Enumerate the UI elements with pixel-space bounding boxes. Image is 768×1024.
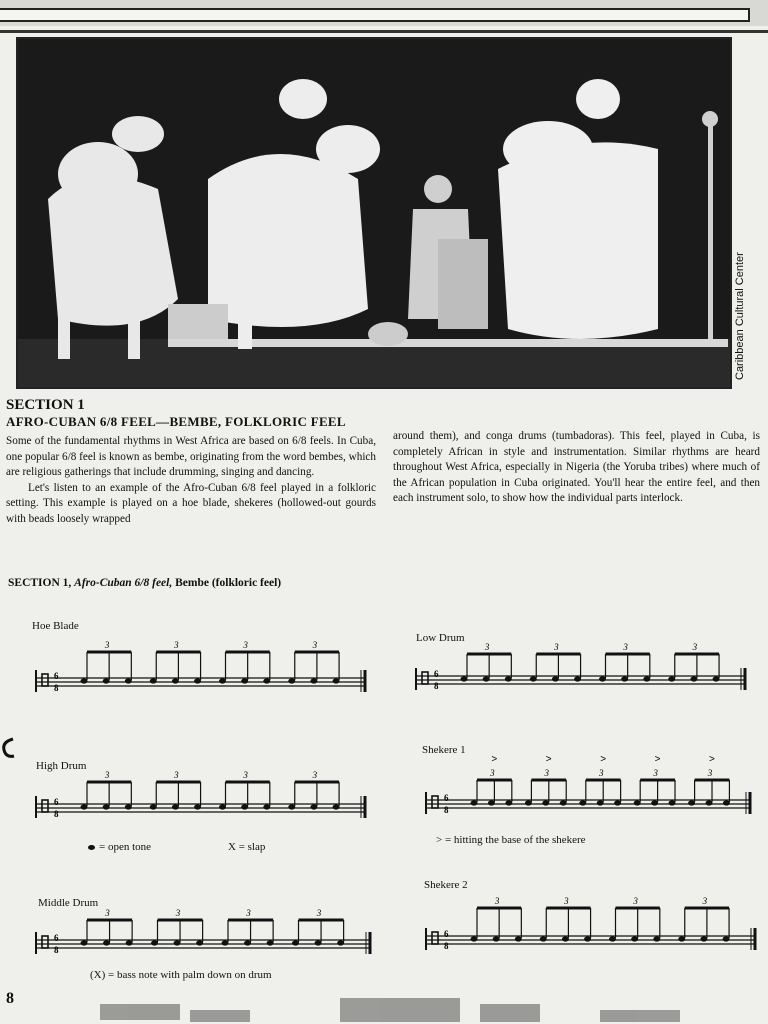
note-head <box>310 804 317 809</box>
body-paragraph: Let's listen to an example of the Afro-Cuban 6/8 feel played in a folkloric setting. This example is played on a hoe blade, shekeres (hollowed-out gourds with beads loosely wrapped <box>6 481 376 525</box>
note-head <box>493 936 500 941</box>
note-head <box>126 940 133 945</box>
note-head <box>81 940 88 945</box>
note-head <box>651 800 658 805</box>
note-head <box>579 800 586 805</box>
tuplet-label: 3 <box>692 642 698 652</box>
body-paragraph: around them), and conga drums (tumbadoras). This feel, played in Cuba, is completely African in style and instrumentation. Similar rhythms are heard throughout West Africa, especially in Nigeria (the Yoruba tribes) where much of the African population in Cuba originated. You'll hear the entire feel, and then each instrument solo, to show how the individual parts interlock. <box>393 430 760 504</box>
part-label-shekere-2: Shekere 2 <box>424 879 468 891</box>
note-head <box>461 676 468 681</box>
time-signature-top: 6 <box>54 671 59 681</box>
example-heading-italic: Afro-Cuban 6/8 feel, <box>74 577 173 589</box>
part-label-shekere-1: Shekere 1 <box>422 744 466 756</box>
tuplet-label: 3 <box>564 896 569 906</box>
note-head <box>471 936 478 941</box>
note-head <box>713 676 720 681</box>
note-head <box>263 804 270 809</box>
accent-mark: > <box>600 754 607 765</box>
staff-middle-drum <box>28 900 378 970</box>
part-label-hoe-blade: Hoe Blade <box>32 620 79 632</box>
percussion-clef <box>42 936 48 948</box>
note-head <box>542 800 549 805</box>
note-head <box>333 678 340 683</box>
example-heading-prefix: SECTION 1, <box>8 577 72 589</box>
time-signature-bottom: 8 <box>444 941 449 951</box>
top-rule <box>0 30 768 33</box>
tuplet-label: 3 <box>174 640 179 650</box>
percussion-clef <box>422 672 428 684</box>
note-head <box>194 678 201 683</box>
legend-slap: X = slap <box>228 841 266 853</box>
note-head <box>81 678 88 683</box>
section-label: SECTION 1 <box>6 397 85 413</box>
note-head <box>634 800 641 805</box>
time-signature-top: 6 <box>54 797 59 807</box>
part-label-middle-drum: Middle Drum <box>38 897 99 909</box>
legend-open-tone <box>88 841 151 853</box>
time-signature-bottom: 8 <box>434 681 439 691</box>
tuplet-label: 3 <box>104 640 110 650</box>
note-head <box>103 804 110 809</box>
staff-hoe-blade <box>28 622 373 702</box>
tuplet-label: 3 <box>702 896 708 906</box>
tuplet-label: 3 <box>243 770 248 780</box>
note-head <box>515 936 522 941</box>
accent-mark: > <box>491 754 498 765</box>
note-head <box>174 940 181 945</box>
note-head <box>125 678 132 683</box>
photo-credit-text: Caribbean Cultural Center <box>734 252 746 380</box>
example-heading-suffix: Bembe (folkloric feel) <box>175 577 282 589</box>
photo-illustration <box>18 39 730 387</box>
note-head <box>599 676 606 681</box>
note-head <box>103 940 110 945</box>
note-head <box>151 940 158 945</box>
note-head <box>706 800 713 805</box>
note-head <box>288 804 295 809</box>
note-head <box>292 940 299 945</box>
note-head <box>700 936 707 941</box>
folkloric-dance-photo <box>16 37 732 389</box>
note-head <box>653 936 660 941</box>
top-rule-box <box>0 8 750 22</box>
note-head <box>505 676 512 681</box>
time-signature-top: 6 <box>434 669 439 679</box>
body-left-column <box>6 434 376 527</box>
staff-shekere-1 <box>418 742 758 832</box>
time-signature-top: 6 <box>444 929 449 939</box>
tuplet-label: 3 <box>544 768 550 778</box>
tuplet-label: 3 <box>484 642 490 652</box>
accent-mark: > <box>709 754 715 765</box>
note-head <box>219 804 226 809</box>
note-head <box>267 940 274 945</box>
accent-mark: > <box>654 754 661 765</box>
tuplet-label: 3 <box>633 896 638 906</box>
tuplet-label: 3 <box>174 770 179 780</box>
part-label-high-drum: High Drum <box>36 760 87 772</box>
note-head <box>125 804 132 809</box>
note-head <box>723 800 730 805</box>
note-head <box>222 940 229 945</box>
note-head <box>530 676 537 681</box>
tuplet-label: 3 <box>104 770 110 780</box>
percussion-clef <box>42 800 48 812</box>
margin-mark <box>0 736 16 760</box>
accent-mark: > <box>545 754 552 765</box>
page-number: 8 <box>6 990 14 1007</box>
note-head <box>723 936 730 941</box>
time-signature-bottom: 8 <box>54 809 59 819</box>
note-head <box>81 804 88 809</box>
time-signature-top: 6 <box>444 793 449 803</box>
tuplet-label: 3 <box>246 908 251 918</box>
tuplet-label: 3 <box>243 640 248 650</box>
note-head <box>690 676 697 681</box>
tuplet-label: 3 <box>598 768 604 778</box>
legend-shekere-accent: > = hitting the base of the shekere <box>436 834 586 846</box>
note-head <box>103 678 110 683</box>
time-signature-bottom: 8 <box>54 945 59 955</box>
tuplet-label: 3 <box>105 908 110 918</box>
open-tone-icon <box>88 845 95 850</box>
note-head <box>584 936 591 941</box>
note-head <box>150 678 157 683</box>
staff-low-drum <box>408 632 753 702</box>
body-paragraph: Some of the fundamental rhythms in West Africa are based on 6/8 feels. In Cuba, one popular 6/8 feel is known as bembe, originating from the word bembes, which are religious gatherings that include drumming, singing and dancing. <box>6 435 376 478</box>
photo-credit <box>730 230 752 380</box>
note-head <box>333 804 340 809</box>
note-head <box>194 804 201 809</box>
section-title: AFRO-CUBAN 6/8 FEEL—BEMBE, FOLKLORIC FEEL <box>6 414 346 429</box>
note-head <box>219 678 226 683</box>
staff-high-drum <box>28 762 373 842</box>
percussion-clef <box>432 796 438 808</box>
note-head <box>288 678 295 683</box>
note-head <box>471 800 478 805</box>
time-signature-bottom: 8 <box>54 683 59 693</box>
note-head <box>263 678 270 683</box>
note-head <box>621 676 628 681</box>
top-border <box>0 0 768 26</box>
staff-shekere-2 <box>418 880 763 965</box>
tuplet-label: 3 <box>494 896 500 906</box>
body-right-column <box>393 429 760 507</box>
tuplet-label: 3 <box>312 770 318 780</box>
legend-open-tone-text: = open tone <box>99 841 152 853</box>
note-head <box>310 678 317 683</box>
note-head <box>560 800 567 805</box>
note-head <box>562 936 569 941</box>
tuplet-label: 3 <box>554 642 559 652</box>
note-head <box>643 676 650 681</box>
note-head <box>631 936 638 941</box>
note-head <box>597 800 604 805</box>
tuplet-label: 3 <box>653 768 658 778</box>
note-head <box>241 678 248 683</box>
note-head <box>678 936 685 941</box>
example-heading <box>8 577 281 589</box>
part-label-low-drum: Low Drum <box>416 632 465 644</box>
note-head <box>488 800 495 805</box>
page-bottom-noise <box>0 990 768 1024</box>
note-head <box>505 800 512 805</box>
tuplet-label: 3 <box>316 908 322 918</box>
note-head <box>669 800 676 805</box>
percussion-clef <box>432 932 438 944</box>
note-head <box>150 804 157 809</box>
tuplet-label: 3 <box>312 640 318 650</box>
time-signature-top: 6 <box>54 933 59 943</box>
note-head <box>688 800 695 805</box>
note-head <box>241 804 248 809</box>
note-head <box>540 936 547 941</box>
note-head <box>609 936 616 941</box>
legend-bass-note: (X) = bass note with palm down on drum <box>90 969 272 981</box>
note-head <box>244 940 251 945</box>
note-head <box>668 676 675 681</box>
note-head <box>172 804 179 809</box>
tuplet-label: 3 <box>707 768 713 778</box>
note-head <box>552 676 559 681</box>
tuplet-label: 3 <box>490 768 495 778</box>
tuplet-label: 3 <box>175 908 181 918</box>
tuplet-label: 3 <box>623 642 628 652</box>
time-signature-bottom: 8 <box>444 805 449 815</box>
note-head <box>525 800 532 805</box>
note-head <box>196 940 203 945</box>
note-head <box>172 678 179 683</box>
note-head <box>574 676 581 681</box>
note-head <box>337 940 344 945</box>
note-head <box>483 676 490 681</box>
note-head <box>614 800 621 805</box>
percussion-clef <box>42 674 48 686</box>
note-head <box>315 940 322 945</box>
